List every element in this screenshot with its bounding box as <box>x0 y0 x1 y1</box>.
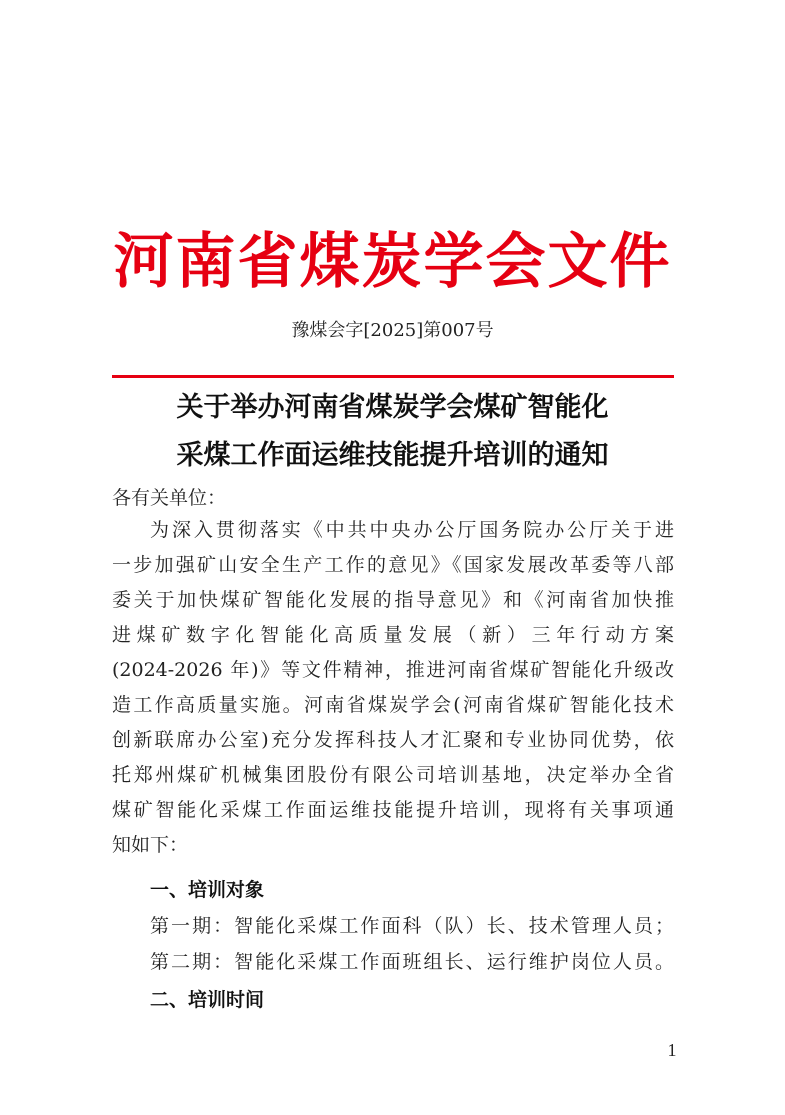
document-masthead: 河南省煤炭学会文件 <box>113 227 672 297</box>
intro-paragraph-line: (2024-2026 年)》等文件精神，推进河南省煤矿智能化升级改 <box>112 659 674 681</box>
intro-paragraph-line: 托郑州煤矿机械集团股份有限公司培训基地，决定举办全省 <box>112 764 674 786</box>
salutation: 各有关单位： <box>112 487 227 509</box>
document-number: 豫煤会字[2025]第007号 <box>291 320 494 341</box>
intro-paragraph-line: 知如下： <box>112 834 189 856</box>
intro-paragraph-line: 创新联席办公室)充分发挥科技人才汇聚和专业协同优势，依 <box>112 729 674 751</box>
intro-paragraph-line: 为深入贯彻落实《中共中央办公厅国务院办公厅关于进 <box>150 519 674 541</box>
intro-paragraph-line: 委关于加快煤矿智能化发展的指导意见》和《河南省加快推 <box>112 589 674 611</box>
intro-paragraph-line: 进煤矿数字化智能化高质量发展（新）三年行动方案 <box>112 624 674 646</box>
training-target-item: 第二期：智能化采煤工作面班组长、运行维护岗位人员。 <box>150 951 674 973</box>
notice-title-line-2: 采煤工作面运维技能提升培训的通知 <box>176 440 609 471</box>
training-target-item: 第一期：智能化采煤工作面科（队）长、技术管理人员； <box>150 915 674 937</box>
notice-title-line-1: 关于举办河南省煤炭学会煤矿智能化 <box>176 392 609 423</box>
intro-paragraph-line: 一步加强矿山安全生产工作的意见》《国家发展改革委等八部 <box>112 554 674 576</box>
intro-paragraph-line: 煤矿智能化采煤工作面运维技能提升培训，现将有关事项通 <box>112 799 674 821</box>
intro-paragraph-line: 造工作高质量实施。河南省煤炭学会(河南省煤矿智能化技术 <box>112 694 674 716</box>
section-heading-training-time: 二、培训时间 <box>150 989 265 1011</box>
section-heading-training-targets: 一、培训对象 <box>150 879 265 901</box>
page-number: 1 <box>667 1040 677 1060</box>
red-divider-line <box>112 375 674 378</box>
